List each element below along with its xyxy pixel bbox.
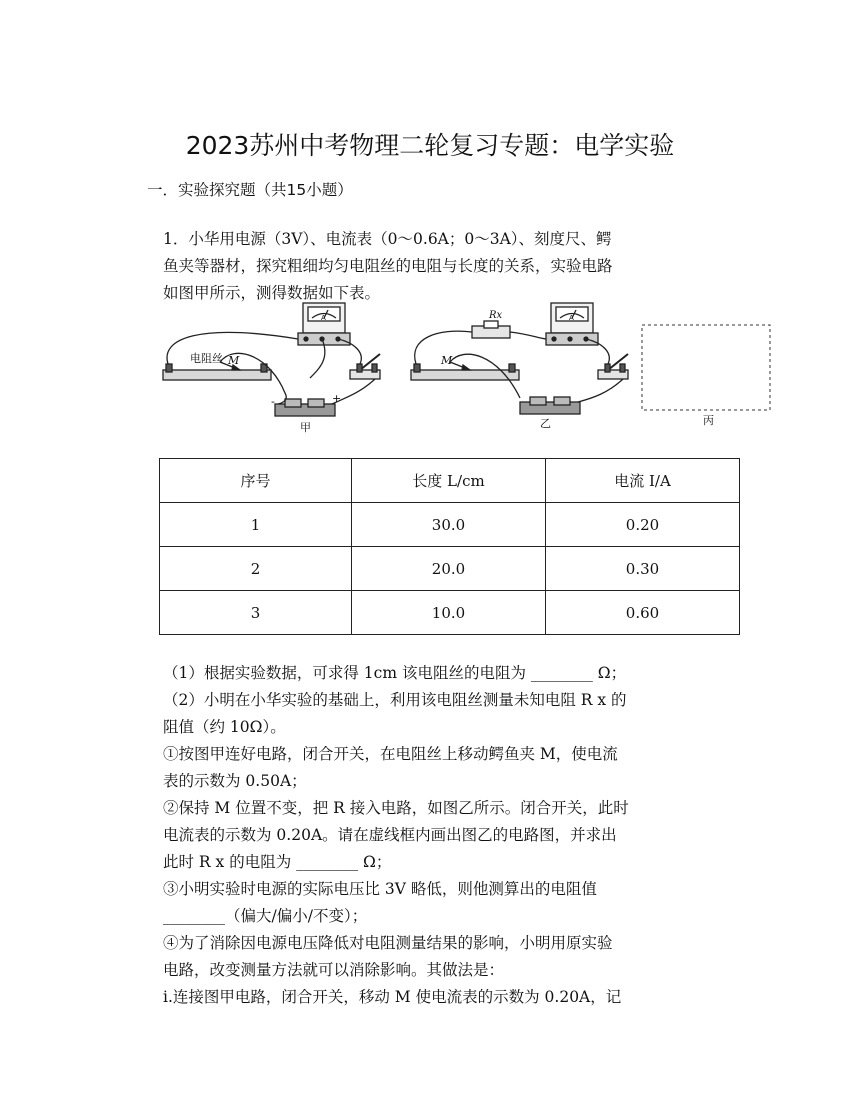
- battery-minus: -: [271, 395, 275, 408]
- battery-jia: [275, 404, 335, 416]
- answer-box-bing: [642, 325, 770, 410]
- table-cell: 2: [160, 547, 352, 591]
- table-header: 长度 L/cm: [352, 459, 546, 503]
- document-title: 2023苏州中考物理二轮复习专题：电学实验: [185, 131, 675, 160]
- label-rx: Rx: [489, 310, 503, 321]
- table-row: [160, 503, 740, 547]
- table-cell: 0.20: [546, 503, 740, 547]
- question-line: ④为了消除因电源电压降低对电阻测量结果的影响，小明用原实验: [163, 934, 613, 952]
- table-cell: 10.0: [352, 591, 546, 635]
- question-line: 电流表的示数为 0.20A。请在虚线框内画出图乙的电路图，并求出: [163, 826, 617, 844]
- label-clip-m: M: [228, 354, 240, 367]
- intro-line: 鱼夹等器材，探究粗细均匀电阻丝的电阻与长度的关系，实验电路: [163, 257, 613, 275]
- table-cell: 20.0: [352, 547, 546, 591]
- resistance-wire-board: [163, 370, 271, 380]
- question-line: 此时 R x 的电阻为 ________ Ω；: [163, 853, 392, 871]
- label-yi: 乙: [540, 417, 551, 430]
- label-resistance-wire: 电阻丝: [190, 352, 223, 365]
- question-line: ①按图甲连好电路，闭合开关，在电阻丝上移动鳄鱼夹 M，使电流: [163, 745, 618, 763]
- question-line: 阻值（约 10Ω）。: [163, 718, 286, 736]
- table-cell: 0.30: [546, 547, 740, 591]
- label-jia: 甲: [300, 421, 311, 434]
- table-cell: 30.0: [352, 503, 546, 547]
- table-row: [160, 547, 740, 591]
- question-body: [163, 660, 703, 1011]
- battery-yi: [520, 402, 580, 414]
- ammeter-a-label-yi: A: [569, 314, 574, 322]
- question-line: 电路，改变测量方法就可以消除影响。其做法是：: [163, 961, 505, 979]
- question-line: i.连接图甲电路，闭合开关，移动 M 使电流表的示数为 0.20A，记: [163, 988, 622, 1006]
- table-cell: 1: [160, 503, 352, 547]
- table-header: 序号: [160, 459, 352, 503]
- label-clip-m-yi: M: [441, 354, 453, 367]
- question-line: （2）小明在小华实验的基础上，利用该电阻丝测量未知电阻 R x 的: [163, 691, 627, 709]
- question-line: （1）根据实验数据，可求得 1cm 该电阻丝的电阻为 ________ Ω；: [163, 664, 627, 682]
- intro-line: 如图甲所示，测得数据如下表。: [163, 284, 381, 302]
- table-cell: 3: [160, 591, 352, 635]
- question-1-intro: [163, 226, 703, 307]
- data-table: [159, 458, 740, 635]
- table-row: [160, 591, 740, 635]
- table-header: 电流 I/A: [546, 459, 740, 503]
- table-header-row: [160, 459, 740, 503]
- circuit-figure: [160, 298, 780, 438]
- section-heading: 一．实验探究题（共15小题）: [147, 181, 353, 199]
- intro-line: 1．小华用电源（3V）、电流表（0～0.6A；0～3A）、刻度尺、鳄: [163, 230, 612, 248]
- question-line: 表的示数为 0.50A；: [163, 772, 307, 790]
- question-line: ③小明实验时电源的实际电压比 3V 略低，则他测算出的电阻值: [163, 880, 597, 898]
- question-line: ________（偏大/偏小/不变）；: [163, 907, 368, 925]
- label-bing: 丙: [703, 414, 714, 427]
- ammeter-a-label: A: [321, 314, 326, 322]
- question-line: ②保持 M 位置不变，把 R 接入电路，如图乙所示。闭合开关，此时: [163, 799, 629, 817]
- table-cell: 0.60: [546, 591, 740, 635]
- battery-plus: +: [332, 392, 342, 405]
